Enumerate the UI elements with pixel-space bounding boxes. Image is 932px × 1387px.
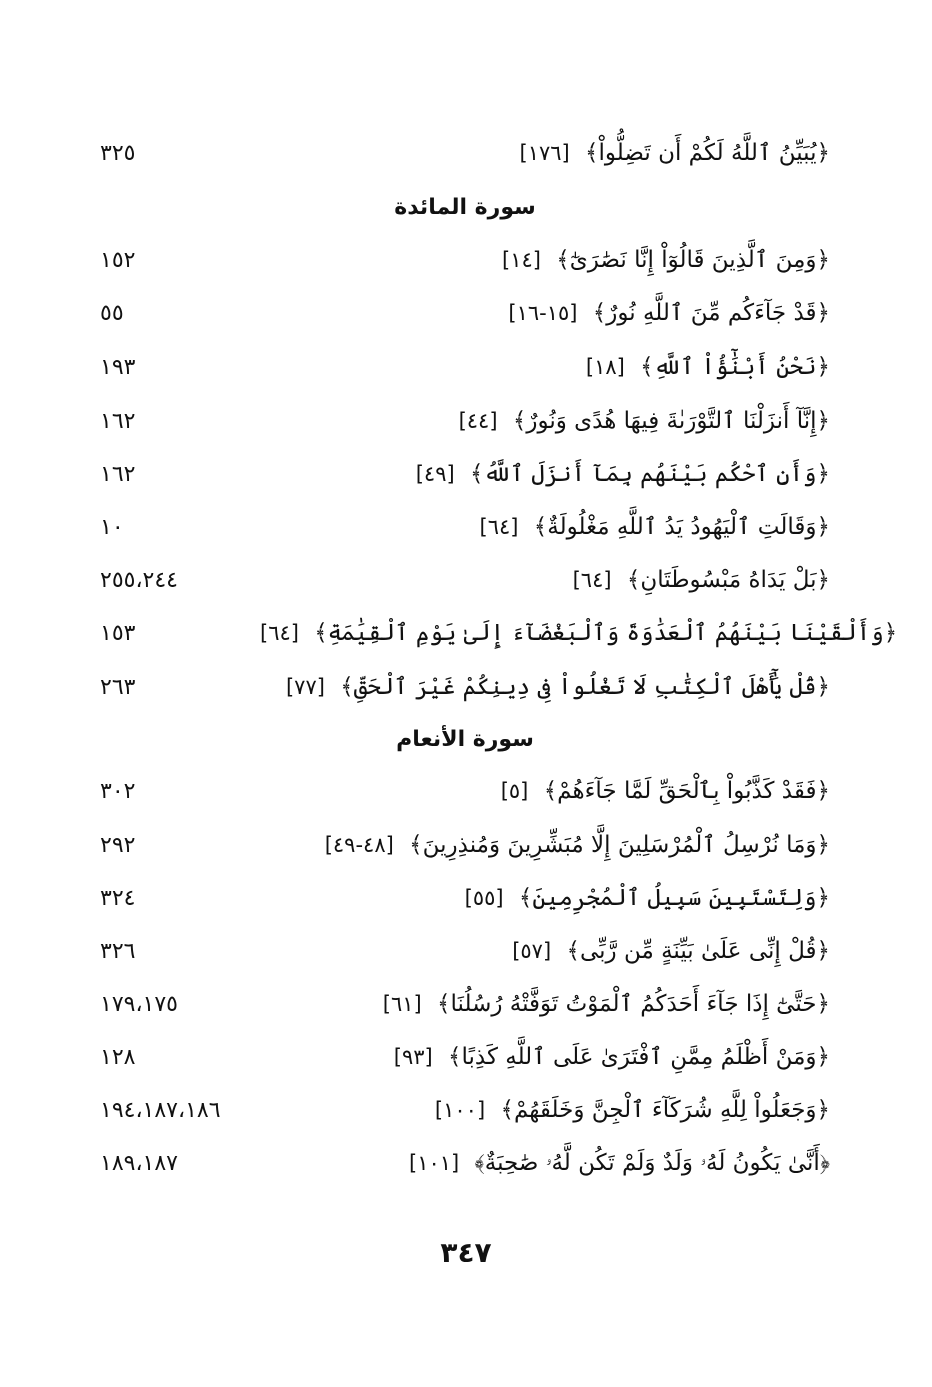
verse-number: [١٤] [501, 248, 541, 272]
verse-number: [٤٨-٤٩] [324, 833, 394, 857]
index-row [100, 347, 830, 387]
verse-text: ﴿فَقَدْ كَذَّبُواْ بِٱلْحَقِّ لَمَّا جَآءَهُمْ﴾ [٥] [500, 778, 830, 804]
index-row [100, 1090, 830, 1130]
index-row [100, 293, 830, 333]
page-references: ١٠ [100, 514, 124, 540]
surah-heading-anam: سورة الأنعام [396, 727, 534, 752]
index-row [100, 1037, 830, 1077]
verse-number: [٦٤] [572, 568, 612, 592]
page-references: ٥٥ [100, 300, 124, 326]
verse-text: ﴿وَأَلْقَيْنَا بَيْنَهُمُ ٱلْعَدَٰوَةَ وَٱلْبَغْضَآءَ إِلَىٰ يَوْمِ ٱلْقِيَٰمَةِ﴾ [٦٤] [260, 620, 898, 646]
index-row [100, 984, 830, 1024]
verse-number: [١٠١] [408, 1151, 460, 1175]
verse-text: ﴿وَجَعَلُواْ لِلَّهِ شُرَكَآءَ ٱلْجِنَّ وَخَلَقَهُمْ﴾ [١٠٠] [434, 1097, 830, 1123]
page-references: ١٦٢ [100, 408, 136, 434]
verse-number: [٦٤] [260, 621, 299, 645]
index-row [100, 667, 830, 707]
verse-number: [١٧٦] [519, 141, 570, 165]
page-references: ١٦٢ [100, 461, 136, 487]
verse-text: ﴿وَقَالَتِ ٱلْيَهُودُ يَدُ ٱللَّهِ مَغْلُولَةٌ﴾ [٦٤] [479, 514, 830, 540]
index-row [100, 560, 830, 600]
index-row [100, 454, 830, 494]
index-row [100, 825, 830, 865]
verse-text: ﴿وَمِنَ ٱلَّذِينَ قَالُوٓاْ إِنَّا نَصَٰرَىٰٓ﴾ [١٤] [501, 247, 830, 273]
page-references: ١٥٢ [100, 247, 136, 273]
page-references: ١٧٩،١٧٥ [100, 991, 178, 1017]
page-references: ٢٦٣ [100, 674, 136, 700]
verse-number: [٤٤] [458, 409, 498, 433]
index-row [100, 507, 830, 547]
verse-number: [٥٥] [464, 886, 504, 910]
page-references: ٣٠٢ [100, 778, 136, 804]
verse-number: [٤٩] [415, 462, 455, 486]
verse-number: [١٥-١٦] [508, 301, 578, 325]
verse-text: ﴿قُلْ يَٰٓأَهْلَ ٱلْكِتَٰبِ لَا تَغْلُواْ فِى دِينِكُمْ غَيْرَ ٱلْحَقِّ﴾ [٧٧] [285, 674, 830, 700]
index-row [100, 931, 830, 971]
verse-number: [١٨] [585, 355, 625, 379]
verse-number: [٩٣] [393, 1045, 433, 1069]
index-row [100, 401, 830, 441]
surah-heading-maidah: سورة المائدة [394, 195, 536, 220]
page-references: ٣٢٥ [100, 140, 136, 166]
verse-text: ﴿بَلْ يَدَاهُ مَبْسُوطَتَانِ﴾ [٦٤] [572, 567, 830, 593]
verse-number: [٥] [500, 779, 529, 803]
verse-text: ﴿وَأَنِ ٱحْكُم بَيْنَهُم بِمَآ أَنزَلَ ٱللَّهُ﴾ [٤٩] [415, 461, 830, 487]
verse-number: [١٠٠] [434, 1098, 486, 1122]
verse-text: ﴿وَلِتَسْتَبِينَ سَبِيلُ ٱلْمُجْرِمِينَ﴾ [٥٥] [464, 885, 830, 911]
verse-number: [٧٧] [285, 675, 325, 699]
page-references: ٢٩٢ [100, 832, 136, 858]
verse-text: ﴿يُبَيِّنُ ٱللَّهُ لَكُمْ أَن تَضِلُّواْ﴾ [١٧٦] [519, 140, 830, 166]
index-row [100, 878, 830, 918]
verse-text: ﴿وَمَنْ أَظْلَمُ مِمَّنِ ٱفْتَرَىٰ عَلَى ٱللَّهِ كَذِبًا﴾ [٩٣] [393, 1044, 830, 1070]
index-row [100, 133, 830, 173]
index-row [100, 240, 830, 280]
verse-text: ﴿أَنَّىٰ يَكُونُ لَهُۥ وَلَدٌ وَلَمْ تَكُن لَّهُۥ صَٰحِبَةٌ﴾ [١٠١] [408, 1150, 830, 1176]
verse-text: ﴿قُلْ إِنِّى عَلَىٰ بَيِّنَةٍ مِّن رَّبِّى﴾ [٥٧] [512, 938, 830, 964]
page-references: ١٩٣ [100, 354, 136, 380]
verse-text: ﴿نَحْنُ أَبْنَٰٓؤُاْ ٱللَّهِ﴾ [١٨] [585, 354, 830, 380]
verse-number: [٦١] [382, 992, 422, 1016]
page-number: ٣٤٧ [440, 1236, 492, 1269]
page-references: ٣٢٦ [100, 938, 136, 964]
verse-text: ﴿وَمَا نُرْسِلُ ٱلْمُرْسَلِينَ إِلَّا مُبَشِّرِينَ وَمُنذِرِينَ﴾ [٤٨-٤٩] [324, 832, 830, 858]
page-references: ١٩٤،١٨٧،١٨٦ [100, 1097, 221, 1123]
page-references: ٢٥٥،٢٤٤ [100, 567, 178, 593]
verse-text: ﴿إِنَّآ أَنزَلْنَا ٱلتَّوْرَىٰةَ فِيهَا هُدًى وَنُورٌ﴾ [٤٤] [458, 408, 830, 434]
index-row [100, 1143, 830, 1183]
page-references: ١٥٣ [100, 620, 136, 646]
page-references: ٣٢٤ [100, 885, 136, 911]
verse-text: ﴿قَدْ جَآءَكُم مِّنَ ٱللَّهِ نُورٌ﴾ [١٥-١٦] [508, 300, 830, 326]
page-references: ١٢٨ [100, 1044, 136, 1070]
index-row [100, 771, 830, 811]
page-references: ١٨٩،١٨٧ [100, 1150, 178, 1176]
index-row [100, 613, 898, 653]
verse-number: [٦٤] [479, 515, 519, 539]
verse-text: ﴿حَتَّىٰٓ إِذَا جَآءَ أَحَدَكُمُ ٱلْمَوْتُ تَوَفَّتْهُ رُسُلُنَا﴾ [٦١] [382, 991, 830, 1017]
verse-number: [٥٧] [512, 939, 552, 963]
